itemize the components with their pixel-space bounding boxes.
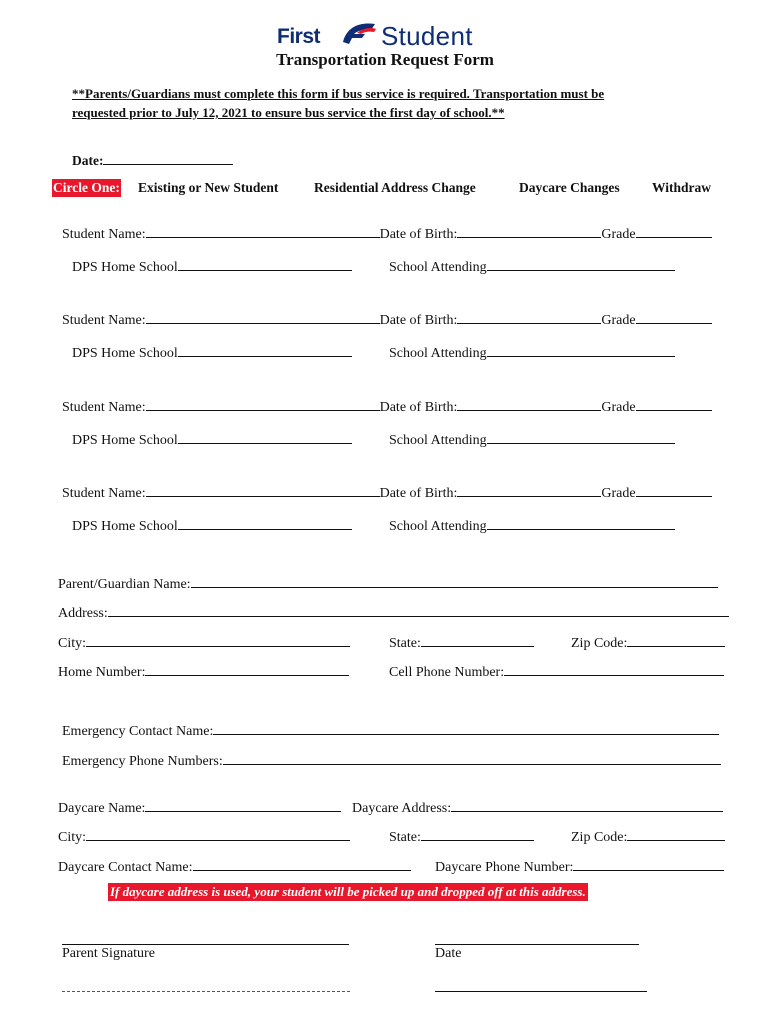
parent-name-row: [58, 573, 718, 593]
notice-text: [72, 84, 604, 122]
daycare-name-row: [58, 797, 341, 817]
option-residential-address-change[interactable]: Residential Address Change: [314, 180, 476, 195]
logo-first-text: First: [277, 25, 321, 48]
grade-field[interactable]: [636, 223, 712, 238]
address-field[interactable]: [108, 602, 729, 617]
grade-field[interactable]: [636, 309, 712, 324]
date-of-birth-field[interactable]: [457, 396, 601, 411]
grade-field[interactable]: [636, 396, 712, 411]
daycare-city-row: [58, 826, 350, 846]
notice-line-2: requested prior to July 12, 2021 to ensure bus service the first day of school.**: [72, 105, 505, 120]
student-name-label: Student Name:: [62, 227, 146, 242]
school-attending-row: [389, 429, 675, 449]
student-name-row: [62, 223, 712, 243]
option-withdraw[interactable]: Withdraw: [652, 180, 712, 195]
date-row: [72, 150, 233, 169]
home-school-field[interactable]: [178, 256, 352, 271]
firstgroup-f-logo-icon: [339, 20, 379, 48]
daycare-state-field[interactable]: [421, 826, 534, 841]
address-label: Address:: [58, 606, 108, 621]
daycare-zip-label: Zip Code:: [571, 830, 628, 845]
daycare-contact-label: Daycare Contact Name:: [58, 860, 193, 875]
daycare-name-field[interactable]: [145, 797, 341, 812]
home-school-field[interactable]: [178, 429, 352, 444]
date-of-birth-label: Date of Birth:: [379, 486, 458, 501]
student-name-label: Student Name:: [62, 486, 146, 501]
home-school-row: [72, 256, 352, 276]
date-of-birth-label: Date of Birth:: [379, 227, 458, 242]
daycare-phone-label: Daycare Phone Number:: [435, 860, 574, 875]
daycare-city-label: City:: [58, 830, 87, 845]
home-school-field[interactable]: [178, 515, 352, 530]
grade-label: Grade: [601, 486, 636, 501]
date-of-birth-label: Date of Birth:: [379, 313, 458, 328]
emergency-phones-field[interactable]: [223, 750, 721, 765]
daycare-contact-field[interactable]: [193, 856, 411, 871]
school-attending-row: [389, 256, 675, 276]
cell-number-label: Cell Phone Number:: [389, 665, 505, 680]
emergency-name-row: [62, 720, 719, 740]
option-daycare-changes[interactable]: Daycare Changes: [519, 180, 620, 195]
home-number-field[interactable]: [145, 661, 349, 676]
date-of-birth-label: Date of Birth:: [379, 400, 458, 415]
home-school-label: DPS Home School: [72, 346, 178, 361]
emergency-phones-row: [62, 750, 721, 770]
grade-label: Grade: [601, 313, 636, 328]
emergency-name-field[interactable]: [213, 720, 719, 735]
date-label: Date:: [72, 153, 104, 168]
daycare-zip-row: [571, 826, 725, 846]
daycare-phone-row: [435, 856, 724, 876]
daycare-name-label: Daycare Name:: [58, 801, 146, 816]
parent-signature-line[interactable]: [62, 944, 349, 945]
daycare-address-row: [352, 797, 723, 817]
city-label: City:: [58, 636, 87, 651]
student-name-field[interactable]: [146, 223, 380, 238]
student-name-row: [62, 309, 712, 329]
city-row: [58, 632, 350, 652]
signature-date-label: Date: [435, 946, 462, 961]
grade-label: Grade: [601, 400, 636, 415]
school-attending-row: [389, 515, 675, 535]
date-field[interactable]: [103, 150, 233, 165]
home-school-label: DPS Home School: [72, 260, 178, 275]
student-name-field[interactable]: [146, 482, 380, 497]
home-school-row: [72, 342, 352, 362]
school-attending-label: School Attending: [389, 433, 487, 448]
date-of-birth-field[interactable]: [457, 309, 601, 324]
school-attending-field[interactable]: [487, 256, 675, 271]
student-name-row: [62, 482, 712, 502]
notice-line-1: **Parents/Guardians must complete this form if bus service is required. Transportation must be: [72, 86, 605, 101]
school-attending-field[interactable]: [487, 429, 675, 444]
parent-name-field[interactable]: [191, 573, 718, 588]
student-name-label: Student Name:: [62, 313, 146, 328]
home-number-label: Home Number:: [58, 665, 146, 680]
date-of-birth-field[interactable]: [457, 223, 601, 238]
school-attending-row: [389, 342, 675, 362]
cell-number-row: [389, 661, 724, 681]
student-name-label: Student Name:: [62, 400, 146, 415]
signature-date-line[interactable]: [435, 944, 639, 945]
logo-student-text: Student: [381, 21, 473, 51]
school-attending-field[interactable]: [487, 515, 675, 530]
form-title: Transportation Request Form: [276, 50, 494, 69]
emergency-phones-label: Emergency Phone Numbers:: [62, 754, 223, 769]
student-name-field[interactable]: [146, 309, 380, 324]
daycare-city-field[interactable]: [86, 826, 350, 841]
cell-number-field[interactable]: [504, 661, 724, 676]
school-attending-label: School Attending: [389, 346, 487, 361]
state-row: [389, 632, 534, 652]
second-signature-line[interactable]: [62, 991, 350, 992]
home-school-row: [72, 429, 352, 449]
state-field[interactable]: [421, 632, 534, 647]
state-label: State:: [389, 636, 421, 651]
emergency-name-label: Emergency Contact Name:: [62, 724, 214, 739]
parent-signature-label: Parent Signature: [62, 946, 155, 961]
daycare-zip-field[interactable]: [627, 826, 725, 841]
school-attending-label: School Attending: [389, 260, 487, 275]
date-of-birth-field[interactable]: [457, 482, 601, 497]
grade-field[interactable]: [636, 482, 712, 497]
zip-label: Zip Code:: [571, 636, 628, 651]
circle-one-row: [52, 179, 752, 199]
home-school-field[interactable]: [178, 342, 352, 357]
student-name-row: [62, 396, 712, 416]
zip-field[interactable]: [627, 632, 725, 647]
city-field[interactable]: [86, 632, 350, 647]
school-attending-label: School Attending: [389, 519, 487, 534]
daycare-contact-row: [58, 856, 411, 876]
zip-row: [571, 632, 725, 652]
second-date-line[interactable]: [435, 991, 647, 992]
daycare-warning-note: If daycare address is used, your student will be picked up and dropped off at this address.: [110, 884, 586, 899]
home-school-label: DPS Home School: [72, 519, 178, 534]
daycare-state-row: [389, 826, 534, 846]
grade-label: Grade: [601, 227, 636, 242]
circle-one-label: Circle One:: [53, 180, 120, 195]
option-existing-or-new-student[interactable]: Existing or New Student: [138, 180, 279, 195]
address-row: [58, 602, 729, 622]
student-name-field[interactable]: [146, 396, 380, 411]
daycare-address-label: Daycare Address:: [352, 801, 452, 816]
school-attending-field[interactable]: [487, 342, 675, 357]
daycare-phone-field[interactable]: [573, 856, 724, 871]
daycare-address-field[interactable]: [451, 797, 723, 812]
home-school-label: DPS Home School: [72, 433, 178, 448]
home-school-row: [72, 515, 352, 535]
parent-name-label: Parent/Guardian Name:: [58, 577, 191, 592]
daycare-state-label: State:: [389, 830, 421, 845]
home-number-row: [58, 661, 349, 681]
